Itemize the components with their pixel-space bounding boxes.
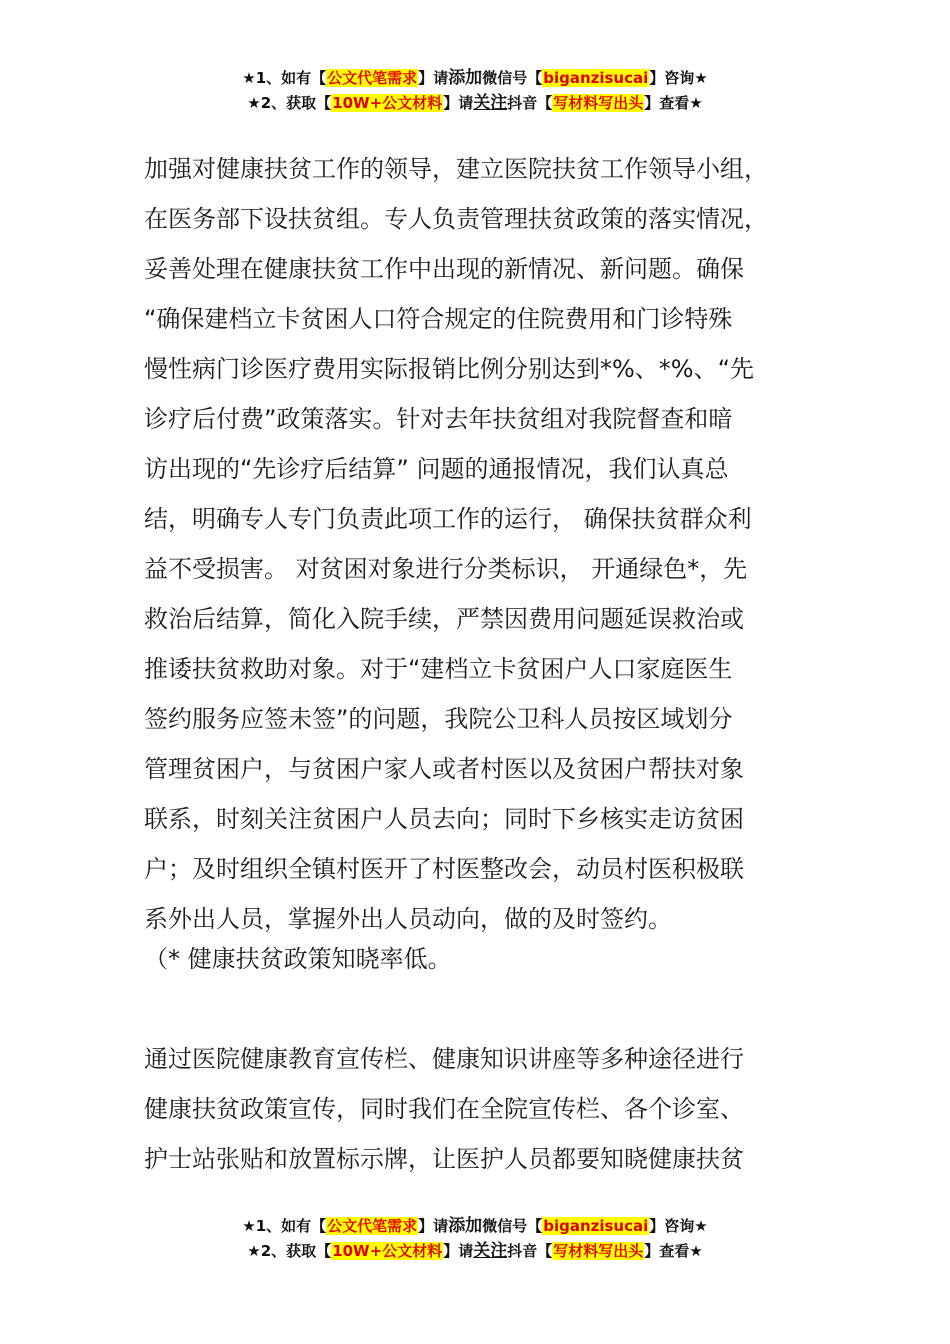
text-line: “确保建档立卡贫困人口符合规定的住院费用和门诊特殊 (144, 305, 733, 333)
text-line: 访出现的“先诊疗后结算” 问题的通报情况，我们认真总 (144, 455, 729, 483)
text-line: 加强对健康扶贫工作的领导，建立医院扶贫工作领导小组， (144, 155, 768, 183)
text-line: 推诿扶贫救助对象。对于“建档立卡贫困户人口家庭医生 (144, 655, 733, 683)
banner-text: 】查看★ (644, 1242, 703, 1260)
text-line: 护士站张贴和放置标示牌，让医护人员都要知晓健康扶贫 (144, 1145, 744, 1173)
text-line: 诊疗后付费”政策落实。针对去年扶贫组对我院督查和暗 (144, 405, 733, 433)
text-line: 户；及时组织全镇村医开了村医整改会，动员村医积极联 (144, 855, 744, 883)
banner-text: 】咨询★ (649, 1217, 708, 1235)
text-line: 签约服务应签未签”的问题，我院公卫科人员按区域划分 (144, 705, 733, 733)
text-line: 益不受损害。 对贫困对象进行分类标识， 开通绿色*，先 (144, 555, 748, 583)
banner-highlight: 写材料写出头 (553, 94, 644, 112)
banner-emphasis: 添加 (448, 1216, 483, 1236)
text-line: 在医务部下设扶贫组。专人负责管理扶贫政策的落实情况， (144, 205, 768, 233)
banner-line-1 (0, 66, 950, 91)
banner-text: 抖音【 (507, 94, 553, 112)
banner-highlight: 10W+公文材料 (332, 94, 443, 112)
text-line: 管理贫困户，与贫困户家人或者村医以及贫困户帮扶对象 (144, 755, 744, 783)
banner-highlight: biganzisucai (543, 69, 649, 87)
text-line: 救治后结算，简化入院手续，严禁因费用问题延误救治或 (144, 605, 744, 633)
banner-highlight: 公文代笔需求 (327, 69, 418, 87)
banner-text: ★1、如有【 (242, 69, 327, 87)
banner-emphasis: 关注 (473, 1241, 508, 1261)
banner-text: 】请 (443, 94, 474, 112)
body-paragraph-2 (144, 934, 810, 984)
body-paragraph-1 (144, 144, 810, 944)
banner-text: 】请 (443, 1242, 474, 1260)
banner-text: 】咨询★ (649, 69, 708, 87)
banner-highlight: 公文代笔需求 (327, 1217, 418, 1235)
section-heading: （* 健康扶贫政策知晓率低。 (144, 945, 452, 973)
text-line: 结，明确专人专门负责此项工作的运行， 确保扶贫群众利 (144, 505, 752, 533)
header-banner (0, 66, 950, 116)
text-line: 系外出人员，掌握外出人员动向，做的及时签约。 (144, 905, 672, 933)
banner-text: ★2、获取【 (247, 94, 332, 112)
banner-emphasis: 关注 (473, 93, 508, 113)
footer-banner (0, 1214, 950, 1264)
banner-text: 微信号【 (482, 1217, 543, 1235)
banner-line-2 (0, 91, 950, 116)
banner-text: 微信号【 (482, 69, 543, 87)
banner-text: ★2、获取【 (247, 1242, 332, 1260)
banner-line-1 (0, 1214, 950, 1239)
body-paragraph-3 (144, 1034, 810, 1184)
text-line: 妥善处理在健康扶贫工作中出现的新情况、新问题。确保 (144, 255, 744, 283)
banner-highlight: biganzisucai (543, 1217, 649, 1235)
banner-text: 】请 (418, 1217, 449, 1235)
banner-highlight: 写材料写出头 (553, 1242, 644, 1260)
text-line: 联系，时刻关注贫困户人员去向；同时下乡核实走访贫困 (144, 805, 744, 833)
banner-text: 抖音【 (507, 1242, 553, 1260)
banner-text: ★1、如有【 (242, 1217, 327, 1235)
text-line: 慢性病门诊医疗费用实际报销比例分别达到*%、*%、“先 (144, 355, 755, 383)
banner-text: 】查看★ (644, 94, 703, 112)
banner-text: 】请 (418, 69, 449, 87)
banner-highlight: 10W+公文材料 (332, 1242, 443, 1260)
text-line: 通过医院健康教育宣传栏、健康知识讲座等多种途径进行 (144, 1045, 744, 1073)
banner-emphasis: 添加 (448, 68, 483, 88)
text-line: 健康扶贫政策宣传，同时我们在全院宣传栏、各个诊室、 (144, 1095, 744, 1123)
banner-line-2 (0, 1239, 950, 1264)
